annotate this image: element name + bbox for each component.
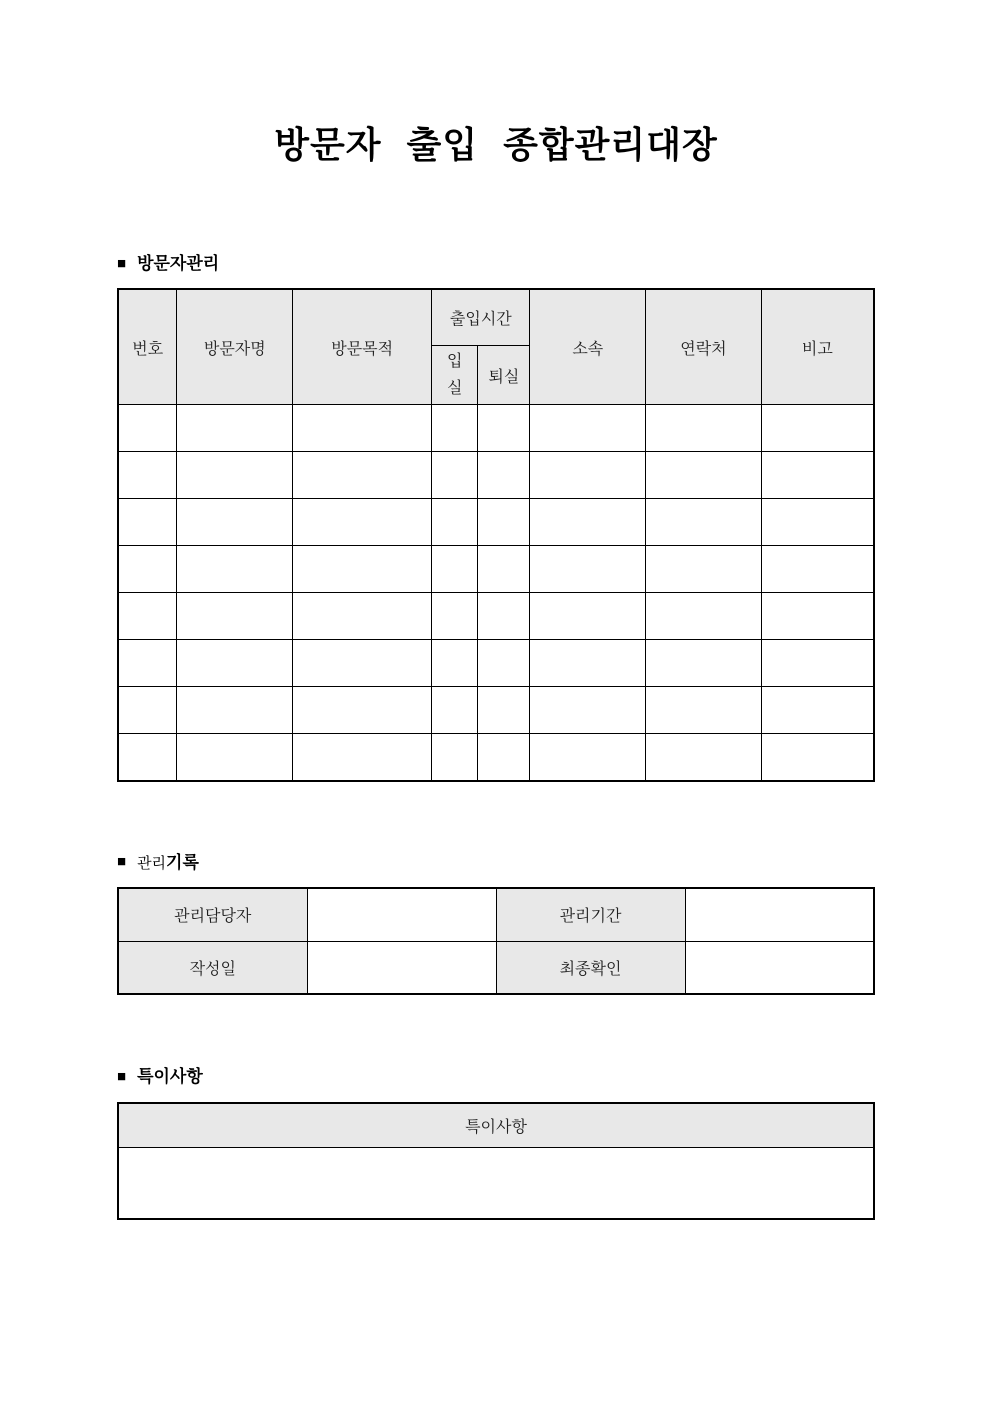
confirm-value-cell bbox=[685, 941, 874, 994]
empty-cell bbox=[293, 452, 432, 499]
empty-cell bbox=[530, 687, 646, 734]
empty-cell bbox=[118, 593, 177, 640]
management-row-1 bbox=[118, 888, 874, 941]
document-title: 방문자 출입 종합관리대장 bbox=[274, 124, 718, 165]
visitor-section-title: 방문자관리 bbox=[137, 254, 220, 273]
visitor-table-body bbox=[118, 405, 874, 781]
col-header-time-in-label: 입실 bbox=[447, 352, 463, 398]
special-notes-row bbox=[118, 1148, 874, 1219]
manager-value-cell bbox=[307, 888, 496, 941]
col-header-time-group: 출입시간 bbox=[432, 289, 530, 345]
empty-cell bbox=[530, 593, 646, 640]
special-section-title: 특이사항 bbox=[137, 1067, 203, 1087]
management-section-title-bold: 기록 bbox=[166, 852, 199, 872]
empty-cell bbox=[432, 593, 478, 640]
empty-cell bbox=[761, 499, 874, 546]
empty-cell bbox=[177, 734, 293, 781]
empty-cell bbox=[177, 499, 293, 546]
col-header-time-in bbox=[432, 345, 478, 404]
empty-cell bbox=[432, 640, 478, 687]
empty-cell bbox=[432, 734, 478, 781]
visitor-empty-row bbox=[118, 546, 874, 593]
period-label: 관리기간 bbox=[496, 888, 685, 941]
empty-cell bbox=[646, 499, 762, 546]
empty-cell bbox=[118, 734, 177, 781]
empty-cell bbox=[177, 687, 293, 734]
period-value-cell bbox=[685, 888, 874, 941]
visitor-empty-row bbox=[118, 452, 874, 499]
empty-cell bbox=[761, 640, 874, 687]
special-notes-body-cell bbox=[118, 1148, 874, 1219]
empty-cell bbox=[118, 687, 177, 734]
empty-cell bbox=[761, 405, 874, 452]
empty-cell bbox=[177, 593, 293, 640]
empty-cell bbox=[530, 546, 646, 593]
empty-cell bbox=[293, 499, 432, 546]
empty-cell bbox=[177, 640, 293, 687]
management-row-2 bbox=[118, 941, 874, 994]
empty-cell bbox=[432, 405, 478, 452]
empty-cell bbox=[478, 546, 530, 593]
management-table bbox=[117, 887, 875, 995]
empty-cell bbox=[293, 734, 432, 781]
visitor-table bbox=[117, 288, 875, 781]
empty-cell bbox=[293, 593, 432, 640]
empty-cell bbox=[293, 640, 432, 687]
col-header-affiliation: 소속 bbox=[530, 289, 646, 404]
empty-cell bbox=[118, 452, 177, 499]
date-value-cell bbox=[307, 941, 496, 994]
empty-cell bbox=[761, 593, 874, 640]
square-bullet-icon: ■ bbox=[117, 254, 127, 272]
square-bullet-icon: ■ bbox=[117, 1067, 127, 1085]
empty-cell bbox=[478, 452, 530, 499]
empty-cell bbox=[118, 640, 177, 687]
col-header-note: 비고 bbox=[761, 289, 874, 404]
empty-cell bbox=[432, 546, 478, 593]
management-section-heading bbox=[117, 853, 875, 873]
empty-cell bbox=[761, 546, 874, 593]
confirm-label: 최종확인 bbox=[496, 941, 685, 994]
empty-cell bbox=[646, 452, 762, 499]
empty-cell bbox=[293, 405, 432, 452]
management-section-title bbox=[137, 853, 199, 873]
col-header-name: 방문자명 bbox=[177, 289, 293, 404]
document-content bbox=[117, 254, 875, 1220]
empty-cell bbox=[118, 546, 177, 593]
visitor-empty-row bbox=[118, 640, 874, 687]
special-notes-table bbox=[117, 1102, 875, 1220]
empty-cell bbox=[646, 687, 762, 734]
empty-cell bbox=[478, 405, 530, 452]
empty-cell bbox=[118, 499, 177, 546]
visitor-empty-row bbox=[118, 687, 874, 734]
visitor-empty-row bbox=[118, 405, 874, 452]
empty-cell bbox=[478, 640, 530, 687]
empty-cell bbox=[646, 546, 762, 593]
empty-cell bbox=[530, 405, 646, 452]
empty-cell bbox=[478, 593, 530, 640]
empty-cell bbox=[118, 405, 177, 452]
col-header-no: 번호 bbox=[118, 289, 177, 404]
empty-cell bbox=[177, 546, 293, 593]
empty-cell bbox=[761, 452, 874, 499]
empty-cell bbox=[432, 452, 478, 499]
empty-cell bbox=[646, 593, 762, 640]
col-header-contact: 연락처 bbox=[646, 289, 762, 404]
empty-cell bbox=[478, 687, 530, 734]
manager-label: 관리담당자 bbox=[118, 888, 307, 941]
visitor-empty-row bbox=[118, 734, 874, 781]
empty-cell bbox=[646, 640, 762, 687]
empty-cell bbox=[478, 734, 530, 781]
empty-cell bbox=[293, 546, 432, 593]
visitor-empty-row bbox=[118, 499, 874, 546]
empty-cell bbox=[177, 452, 293, 499]
visitor-section-heading bbox=[117, 254, 875, 274]
special-notes-header: 특이사항 bbox=[118, 1103, 874, 1148]
management-section-title-regular: 관리 bbox=[137, 854, 167, 872]
visitor-empty-row bbox=[118, 593, 874, 640]
empty-cell bbox=[530, 734, 646, 781]
col-header-time-out: 퇴실 bbox=[478, 345, 530, 404]
empty-cell bbox=[530, 452, 646, 499]
date-label: 작성일 bbox=[118, 941, 307, 994]
empty-cell bbox=[646, 405, 762, 452]
col-header-purpose: 방문목적 bbox=[293, 289, 432, 404]
empty-cell bbox=[530, 640, 646, 687]
empty-cell bbox=[478, 499, 530, 546]
square-bullet-icon: ■ bbox=[117, 853, 127, 871]
empty-cell bbox=[177, 405, 293, 452]
empty-cell bbox=[432, 687, 478, 734]
empty-cell bbox=[432, 499, 478, 546]
empty-cell bbox=[530, 499, 646, 546]
empty-cell bbox=[646, 734, 762, 781]
empty-cell bbox=[761, 687, 874, 734]
visitor-table-header bbox=[118, 289, 874, 404]
empty-cell bbox=[761, 734, 874, 781]
empty-cell bbox=[293, 687, 432, 734]
special-section-heading bbox=[117, 1067, 875, 1087]
